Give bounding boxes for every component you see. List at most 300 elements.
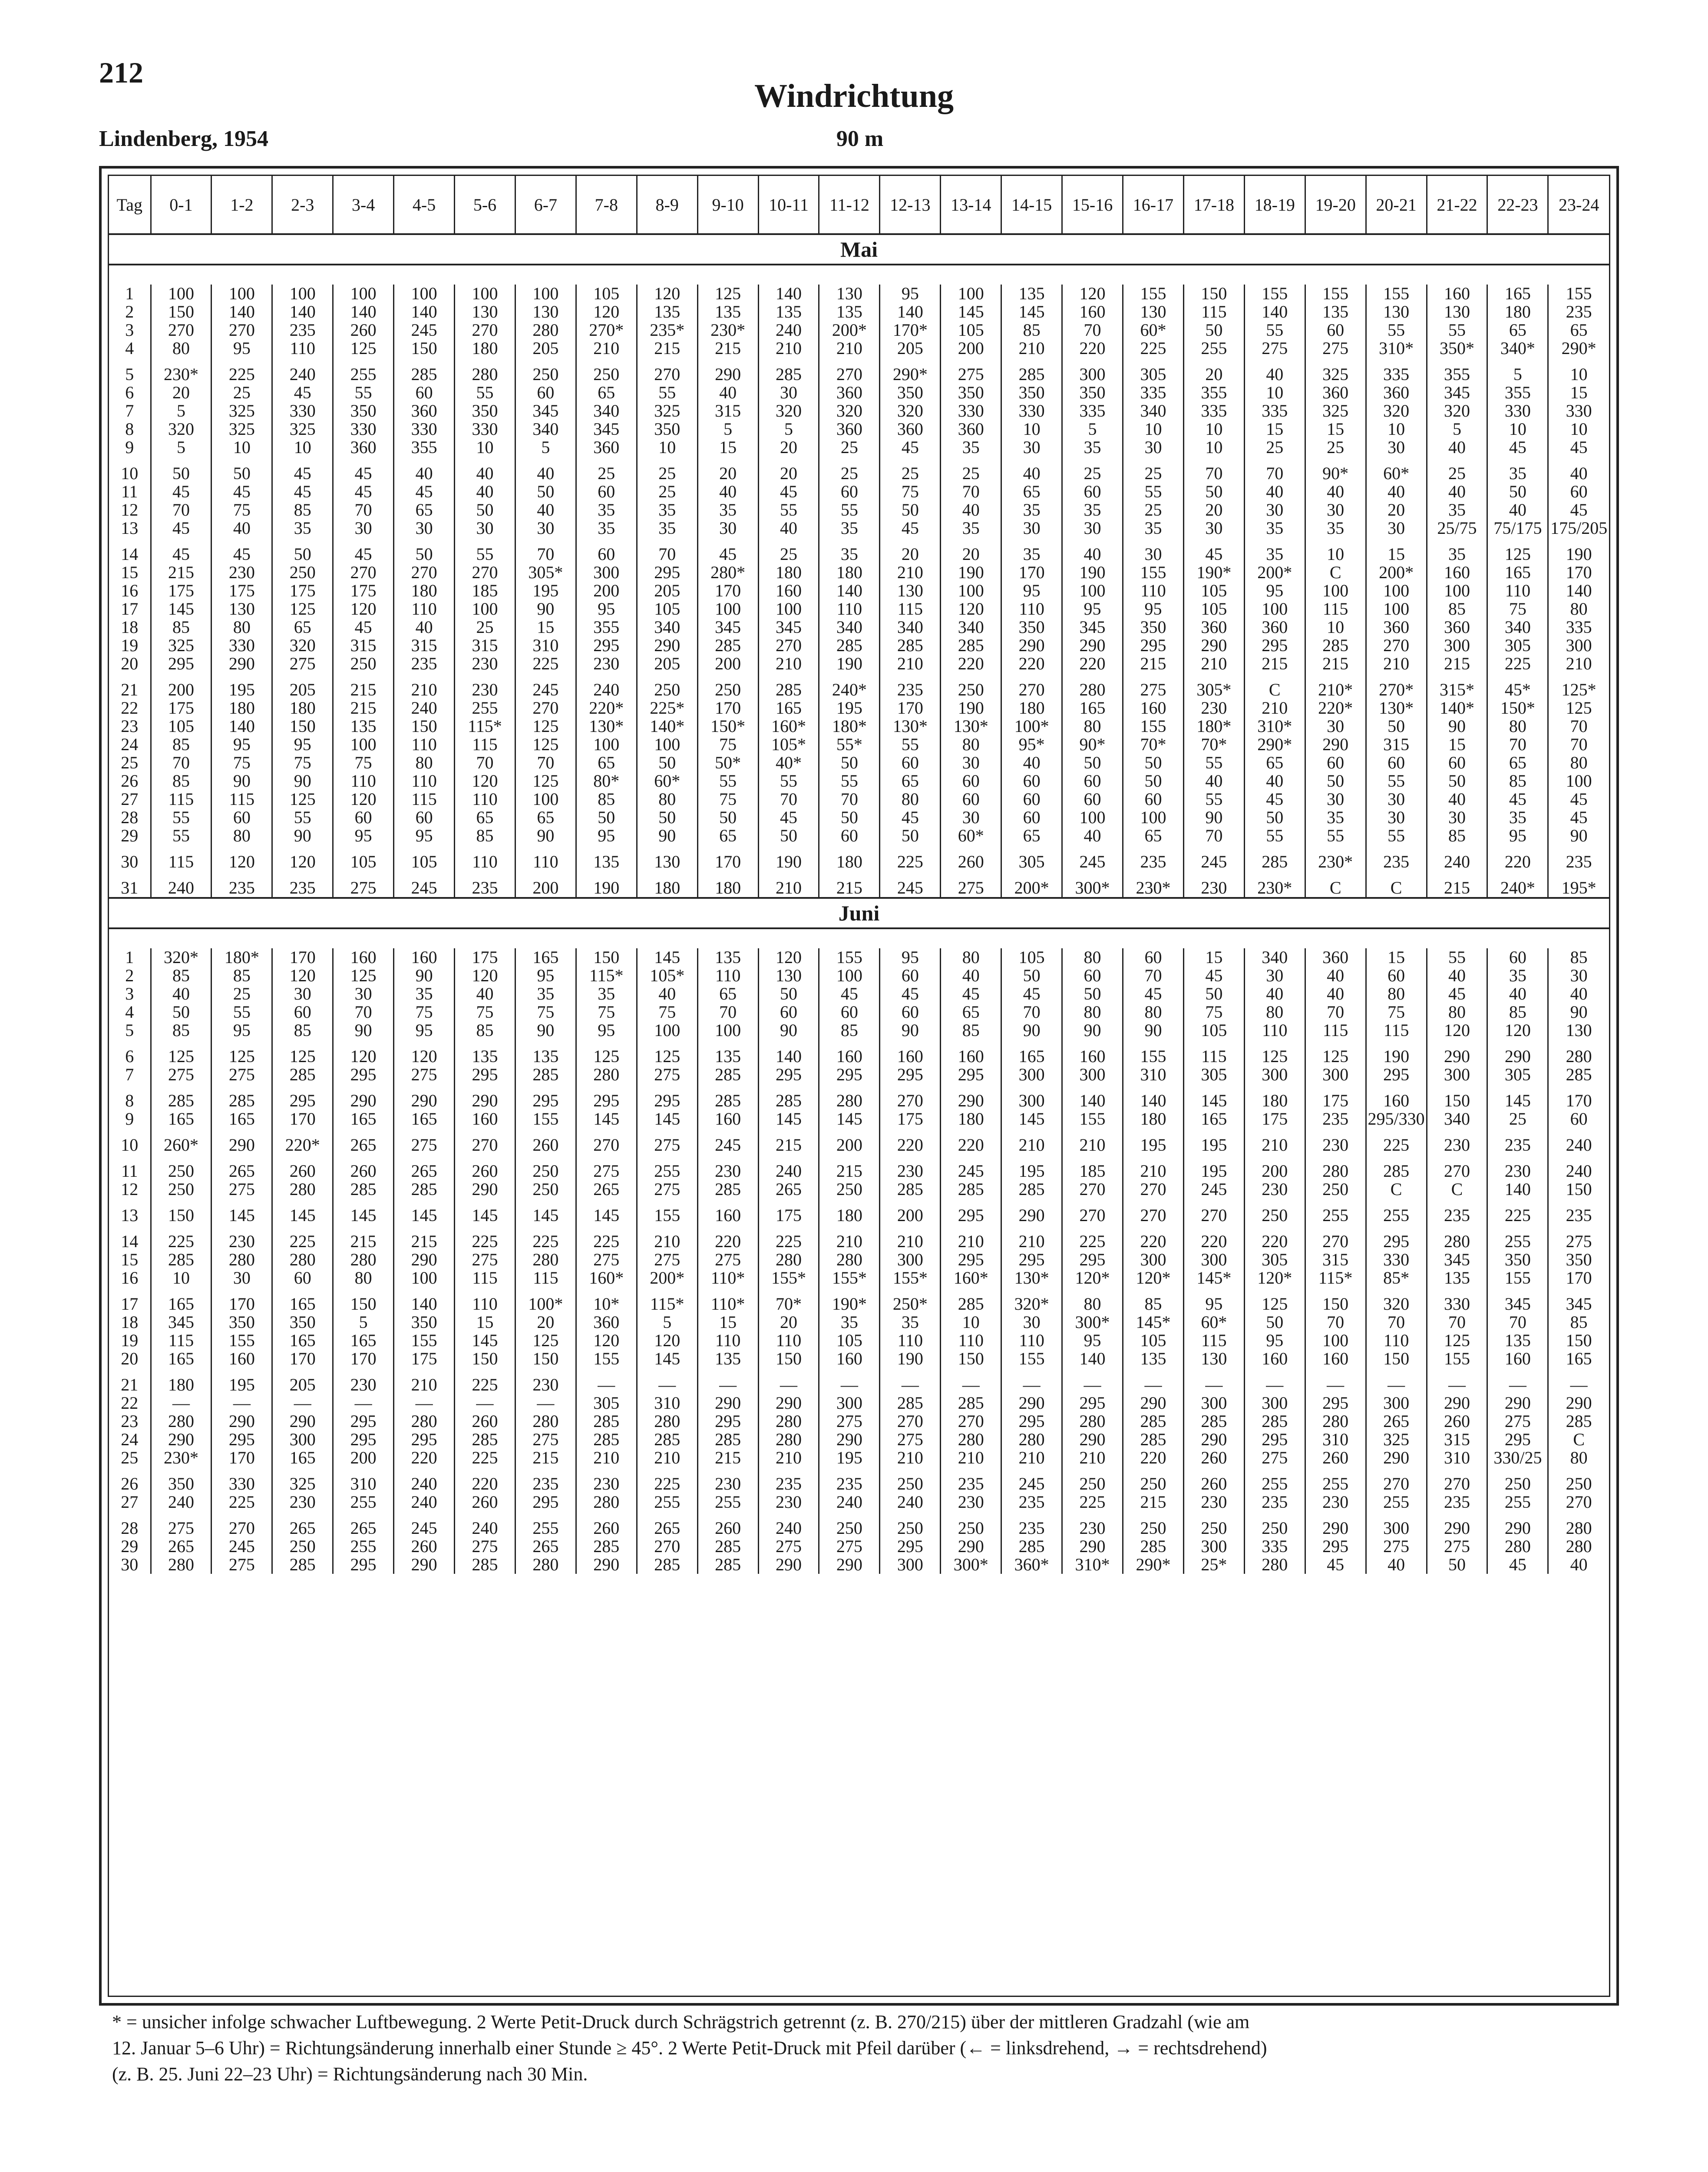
value-cell: 135 (637, 303, 697, 321)
footnote-line: * = unsicher infolge schwacher Luftbewegung. 2 Werte Petit-Druck durch Schrägstrich getrennt (z. B. 270/215) über der mittleren Gradzahl (wie am (112, 2011, 1250, 2033)
value-cell: 150 (1366, 1350, 1427, 1368)
value-cell: 250 (1305, 1180, 1366, 1199)
header-hour: 11-12 (819, 176, 880, 234)
value-cell: 285 (576, 1412, 637, 1430)
value-cell: 270 (1427, 1162, 1487, 1180)
value-cell: 190* (1183, 563, 1244, 582)
value-cell: 300* (941, 1556, 1001, 1574)
value-cell: 275 (637, 1136, 697, 1154)
day-cell: 18 (121, 1312, 139, 1332)
value-cell: 35 (637, 501, 697, 519)
value-cell: 255 (1305, 1475, 1366, 1493)
value-cell: 80 (1548, 600, 1609, 618)
value-cell: 170 (211, 1295, 272, 1313)
table-row (109, 365, 1609, 384)
value-cell: 70 (1305, 1003, 1366, 1021)
value-cell: 40 (1548, 1556, 1609, 1574)
value-cell: 115* (576, 967, 637, 985)
value-cell: — (1548, 1376, 1609, 1394)
table-header-row (109, 176, 1609, 234)
value-cell: 60 (1062, 483, 1123, 501)
value-cell: 275 (394, 1136, 455, 1154)
value-cell: 125 (515, 717, 576, 735)
footnote-line: (z. B. 25. Juni 22–23 Uhr) = Richtungsänderung nach 30 Min. (112, 2063, 588, 2085)
value-cell: 95 (1487, 827, 1548, 845)
value-cell: 350* (1427, 339, 1487, 358)
day-cell: 14 (121, 1232, 139, 1251)
value-cell: 330 (1548, 402, 1609, 420)
value-cell: 70 (1548, 717, 1609, 735)
value-cell: 125 (211, 1047, 272, 1066)
value-cell: 35 (819, 1313, 880, 1331)
value-cell: 20 (758, 438, 819, 457)
day-cell: 8 (125, 1091, 134, 1110)
value-cell: 130* (576, 717, 637, 735)
day-cell: 2 (125, 966, 134, 985)
value-cell: 30 (1244, 967, 1305, 985)
value-cell: 340 (576, 402, 637, 420)
day-cell: 25 (121, 753, 139, 772)
value-cell: 65 (880, 772, 941, 790)
value-cell: 45 (211, 483, 272, 501)
table-row (109, 1394, 1609, 1412)
value-cell: 180 (1487, 303, 1548, 321)
value-cell: 325 (1305, 365, 1366, 384)
value-cell: 20 (1183, 501, 1244, 519)
value-cell: 120 (211, 853, 272, 871)
value-cell: 165 (151, 1295, 211, 1313)
value-cell: 140 (1244, 303, 1305, 321)
value-cell: 225 (1062, 1493, 1123, 1511)
value-cell: 50 (1062, 985, 1123, 1003)
value-cell: 280 (515, 321, 576, 339)
table-row (109, 853, 1609, 871)
value-cell: 300 (1244, 1066, 1305, 1084)
value-cell: 290 (1366, 1449, 1427, 1467)
value-cell: 330 (211, 1475, 272, 1493)
value-cell: 270 (1305, 1232, 1366, 1251)
value-cell: 245 (1062, 853, 1123, 871)
value-cell: 165 (1062, 699, 1123, 717)
value-cell: 40 (455, 985, 515, 1003)
value-cell: — (1305, 1376, 1366, 1394)
value-cell: 20 (1366, 501, 1427, 519)
value-cell: 240 (758, 1519, 819, 1537)
value-cell: 220 (1062, 655, 1123, 673)
value-cell: 360* (1001, 1556, 1062, 1574)
value-cell: 110 (515, 853, 576, 871)
value-cell: 5 (758, 420, 819, 438)
value-cell: 230 (455, 655, 515, 673)
value-cell: 250 (576, 365, 637, 384)
value-cell: 270 (1366, 1475, 1427, 1493)
value-cell: 30 (333, 985, 394, 1003)
value-cell: 295 (455, 1066, 515, 1084)
table-row (109, 438, 1609, 457)
value-cell: 85 (1487, 772, 1548, 790)
day-cell: 23 (121, 716, 139, 736)
value-cell: 295 (1305, 1394, 1366, 1412)
value-cell: 35 (576, 985, 637, 1003)
value-cell: 195* (1548, 879, 1609, 898)
value-cell: 270 (880, 1412, 941, 1430)
value-cell: 275 (1123, 681, 1184, 699)
value-cell: 105 (941, 321, 1001, 339)
value-cell: 280 (1305, 1412, 1366, 1430)
table-row (109, 1537, 1609, 1556)
value-cell: 80 (1244, 1003, 1305, 1021)
value-cell: 255 (1366, 1493, 1427, 1511)
value-cell: 160 (211, 1350, 272, 1368)
value-cell: 300 (1062, 1066, 1123, 1084)
value-cell: 100 (637, 735, 697, 754)
value-cell: 55 (758, 772, 819, 790)
value-cell: 65 (1001, 827, 1062, 845)
value-cell: 60 (333, 808, 394, 827)
value-cell: 140 (1062, 1350, 1123, 1368)
value-cell: 75 (697, 790, 758, 808)
value-cell: 325 (1366, 1430, 1427, 1449)
value-cell: 325 (272, 420, 333, 438)
value-cell: 235* (637, 321, 697, 339)
value-cell: 70 (1183, 827, 1244, 845)
value-cell: 260 (1427, 1412, 1487, 1430)
value-cell: 220 (1123, 1232, 1184, 1251)
value-cell: 255 (1183, 339, 1244, 358)
value-cell: 250 (151, 1180, 211, 1199)
value-cell: 70 (1244, 464, 1305, 483)
value-cell: 100 (758, 600, 819, 618)
header-hour: 2-3 (272, 176, 333, 234)
value-cell: 80 (1427, 1003, 1487, 1021)
value-cell: 360 (819, 420, 880, 438)
value-cell: 150 (1305, 1295, 1366, 1313)
value-cell: 85 (151, 618, 211, 636)
value-cell: 340 (819, 618, 880, 636)
value-cell: 285 (880, 1394, 941, 1412)
value-cell: 245 (697, 1136, 758, 1154)
value-cell: 250 (1487, 1475, 1548, 1493)
value-cell: 280* (697, 563, 758, 582)
value-cell: 90 (1062, 1021, 1123, 1040)
value-cell: 80 (1548, 1449, 1609, 1467)
value-cell: 95 (1244, 1331, 1305, 1350)
value-cell: 270 (819, 365, 880, 384)
value-cell: 180 (819, 853, 880, 871)
spacer-row (109, 928, 1609, 948)
value-cell: 270 (1062, 1206, 1123, 1225)
value-cell: 40 (1305, 483, 1366, 501)
value-cell: 20 (515, 1313, 576, 1331)
value-cell: 65 (515, 808, 576, 827)
value-cell: 130 (1548, 1021, 1609, 1040)
value-cell: 35 (1123, 519, 1184, 537)
value-cell: 140 (333, 303, 394, 321)
value-cell: 120 (576, 1331, 637, 1350)
value-cell: 50 (576, 808, 637, 827)
value-cell: 295 (272, 1092, 333, 1110)
value-cell: 230* (697, 321, 758, 339)
value-cell: 345 (515, 402, 576, 420)
value-cell: 215 (394, 1232, 455, 1251)
value-cell: 270 (1062, 1180, 1123, 1199)
value-cell: 60 (576, 483, 637, 501)
value-cell: 70 (1001, 1003, 1062, 1021)
value-cell: 340 (941, 618, 1001, 636)
spacer-row (109, 265, 1609, 285)
value-cell: 95 (515, 967, 576, 985)
value-cell: 65 (1487, 321, 1548, 339)
value-cell: 255 (515, 1519, 576, 1537)
value-cell: 245 (394, 879, 455, 898)
value-cell: 120 (394, 1047, 455, 1066)
day-cell: 6 (125, 383, 134, 402)
value-cell: 45 (1305, 1556, 1366, 1574)
value-cell: 65 (1123, 827, 1184, 845)
value-cell: 250 (1244, 1519, 1305, 1537)
value-cell: 70 (941, 483, 1001, 501)
value-cell: 135 (1427, 1269, 1487, 1287)
value-cell: 335 (1366, 365, 1427, 384)
value-cell: 70 (1305, 1313, 1366, 1331)
day-cell: 23 (121, 1411, 139, 1431)
value-cell: 265 (637, 1519, 697, 1537)
value-cell: 125 (272, 1047, 333, 1066)
value-cell: 240 (1427, 853, 1487, 871)
value-cell: 180 (455, 339, 515, 358)
value-cell: 80 (151, 339, 211, 358)
value-cell: 295 (1366, 1232, 1427, 1251)
day-cell: 8 (125, 419, 134, 439)
value-cell: 265 (576, 1180, 637, 1199)
value-cell: 240 (394, 1475, 455, 1493)
value-cell: 155 (1366, 285, 1427, 303)
value-cell: 295/330 (1366, 1110, 1427, 1128)
value-cell: 235 (1244, 1493, 1305, 1511)
value-cell: 210 (1062, 1136, 1123, 1154)
value-cell: 150* (1487, 699, 1548, 717)
value-cell: 290 (1487, 1519, 1548, 1537)
value-cell: 70 (819, 790, 880, 808)
value-cell: 85 (1427, 600, 1487, 618)
value-cell: 60* (1183, 1313, 1244, 1331)
value-cell: 295 (151, 655, 211, 673)
value-cell: 285 (637, 1556, 697, 1574)
value-cell: 285 (697, 1092, 758, 1110)
value-cell: 30 (1001, 1313, 1062, 1331)
table-row (109, 879, 1609, 898)
value-cell: 175 (394, 1350, 455, 1368)
header-hour: 14-15 (1001, 176, 1062, 234)
value-cell: 215 (637, 339, 697, 358)
value-cell: 275 (394, 1066, 455, 1084)
value-cell: 100 (1062, 582, 1123, 600)
value-cell: 40 (1427, 967, 1487, 985)
value-cell: 350 (333, 402, 394, 420)
value-cell: 75 (333, 754, 394, 772)
page-title: Windrichtung (754, 78, 954, 114)
value-cell: 215 (515, 1449, 576, 1467)
value-cell: 250 (1123, 1519, 1184, 1537)
value-cell: 350 (272, 1313, 333, 1331)
value-cell: 280 (1548, 1537, 1609, 1556)
table-row (109, 1180, 1609, 1199)
value-cell: 110 (1487, 582, 1548, 600)
value-cell: 100 (941, 285, 1001, 303)
value-cell: 320 (758, 402, 819, 420)
value-cell: 130 (1427, 303, 1487, 321)
value-cell: 65 (455, 808, 515, 827)
day-cell: 19 (121, 636, 139, 655)
value-cell: 160 (1427, 285, 1487, 303)
value-cell: 20 (758, 464, 819, 483)
value-cell: 275 (819, 1537, 880, 1556)
value-cell: 60 (1062, 772, 1123, 790)
value-cell: 300 (1001, 1066, 1062, 1084)
value-cell: 145 (455, 1331, 515, 1350)
day-cell: 30 (121, 1555, 139, 1574)
value-cell: 285 (880, 636, 941, 655)
value-cell: 330 (1427, 1295, 1487, 1313)
value-cell: 240 (758, 1162, 819, 1180)
value-cell: 210 (1001, 1136, 1062, 1154)
value-cell: 295 (758, 1066, 819, 1084)
day-cell: 15 (121, 1250, 139, 1269)
value-cell: 350 (151, 1475, 211, 1493)
value-cell: 355 (1427, 365, 1487, 384)
value-cell: 10 (1183, 438, 1244, 457)
value-cell: 115 (455, 1269, 515, 1287)
value-cell: 85 (1001, 321, 1062, 339)
value-cell: 80 (880, 790, 941, 808)
value-cell: 275 (1366, 1537, 1427, 1556)
value-cell: 155 (394, 1331, 455, 1350)
value-cell: 85 (151, 967, 211, 985)
value-cell: 95 (211, 339, 272, 358)
value-cell: 350 (1487, 1251, 1548, 1269)
value-cell: 255 (333, 1493, 394, 1511)
value-cell: 180 (272, 699, 333, 717)
day-cell: 10 (121, 1135, 139, 1155)
value-cell: 305 (576, 1394, 637, 1412)
value-cell: 70 (515, 545, 576, 563)
day-cell: 24 (121, 1430, 139, 1449)
value-cell: 35 (576, 501, 637, 519)
value-cell: 135 (697, 1350, 758, 1368)
value-cell: 55 (1366, 772, 1427, 790)
value-cell: 125 (515, 772, 576, 790)
value-cell: 170 (272, 948, 333, 967)
value-cell: 260 (455, 1493, 515, 1511)
value-cell: 50 (1244, 1313, 1305, 1331)
value-cell: — (576, 1376, 637, 1394)
value-cell: 200* (1001, 879, 1062, 898)
value-cell: 40 (1305, 985, 1366, 1003)
value-cell: 215 (333, 699, 394, 717)
value-cell: 230 (1487, 1162, 1548, 1180)
value-cell: 25* (1183, 1556, 1244, 1574)
value-cell: 210 (1244, 699, 1305, 717)
value-cell: 45 (758, 483, 819, 501)
value-cell: 40 (697, 384, 758, 402)
value-cell: 235 (1001, 1519, 1062, 1537)
value-cell: 255 (1487, 1493, 1548, 1511)
value-cell: 150* (697, 717, 758, 735)
value-cell: 295 (819, 1066, 880, 1084)
value-cell: 230 (941, 1493, 1001, 1511)
value-cell: 55 (758, 501, 819, 519)
value-cell: 115 (1183, 1047, 1244, 1066)
value-cell: 160 (1244, 1350, 1305, 1368)
value-cell: 360 (394, 402, 455, 420)
value-cell: 50 (515, 483, 576, 501)
value-cell: 285 (637, 1430, 697, 1449)
value-cell: 80 (1062, 1295, 1123, 1313)
value-cell: 50 (819, 808, 880, 827)
value-cell: 345 (1427, 1251, 1487, 1269)
value-cell: 285 (697, 1180, 758, 1199)
value-cell: 210 (394, 681, 455, 699)
value-cell: 200 (941, 339, 1001, 358)
day-cell: 12 (121, 500, 139, 520)
value-cell: 60* (1123, 321, 1184, 339)
value-cell: 230 (1244, 1180, 1305, 1199)
value-cell: 155 (637, 1206, 697, 1225)
value-cell: 110 (394, 772, 455, 790)
value-cell: 110 (697, 967, 758, 985)
value-cell: 190 (880, 1350, 941, 1368)
value-cell: 30 (1366, 438, 1427, 457)
value-cell: 40 (1244, 365, 1305, 384)
value-cell: 85 (455, 827, 515, 845)
value-cell: 75 (1487, 600, 1548, 618)
value-cell: 95 (394, 827, 455, 845)
value-cell: 300 (1305, 1066, 1366, 1084)
value-cell: 190 (819, 655, 880, 673)
value-cell: 40 (1548, 985, 1609, 1003)
value-cell: 145 (151, 600, 211, 618)
value-cell: 360 (1305, 384, 1366, 402)
value-cell: 55 (637, 384, 697, 402)
group-gap-row (109, 1368, 1609, 1376)
value-cell: 220* (1305, 699, 1366, 717)
value-cell: 180 (697, 879, 758, 898)
value-cell: 65 (576, 384, 637, 402)
value-cell: 10 (211, 438, 272, 457)
value-cell: 275 (637, 1066, 697, 1084)
value-cell: 75/175 (1487, 519, 1548, 537)
header-hour: 13-14 (941, 176, 1001, 234)
table-row (109, 735, 1609, 754)
value-cell: 315 (333, 636, 394, 655)
value-cell: 145 (455, 1206, 515, 1225)
value-cell: 70 (697, 1003, 758, 1021)
value-cell: 295 (637, 1092, 697, 1110)
value-cell: 275 (1305, 339, 1366, 358)
value-cell: 130 (515, 303, 576, 321)
value-cell: 320 (819, 402, 880, 420)
value-cell: 160 (697, 1206, 758, 1225)
value-cell: 260 (515, 1136, 576, 1154)
value-cell: 275 (151, 1519, 211, 1537)
value-cell: 220 (697, 1232, 758, 1251)
table-row (109, 1493, 1609, 1511)
value-cell: 55 (697, 772, 758, 790)
value-cell: 220 (1123, 1449, 1184, 1467)
value-cell: 45 (333, 618, 394, 636)
value-cell: 210 (576, 1449, 637, 1467)
value-cell: 285 (697, 1430, 758, 1449)
